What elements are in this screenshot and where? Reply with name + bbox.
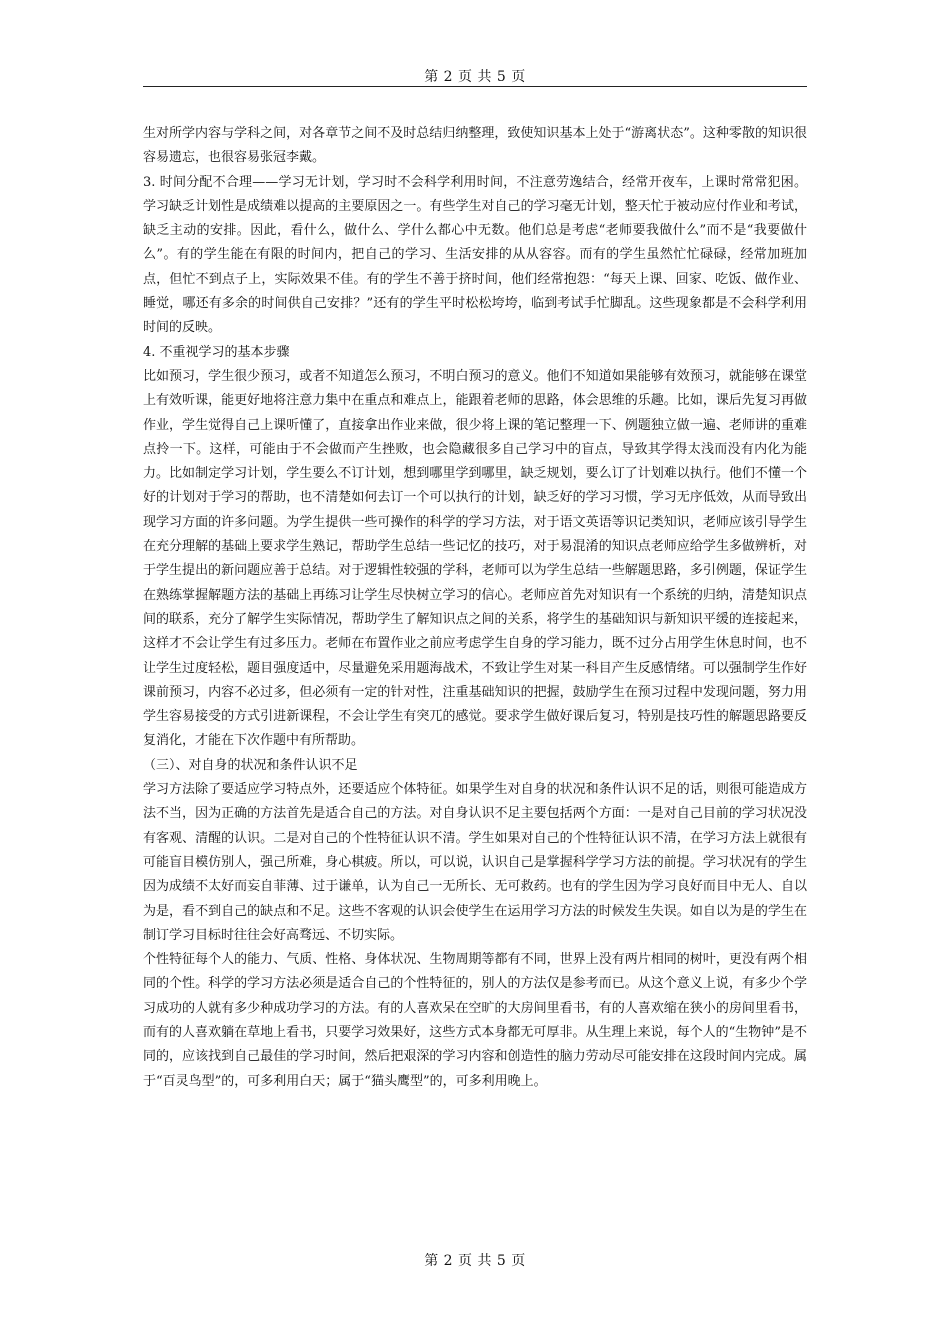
heading-basic-steps: 4. 不重视学习的基本步骤: [143, 344, 290, 360]
document-body: [143, 122, 807, 1094]
section-heading-self-awareness: （三）、对自身的状况和条件认识不足: [143, 757, 358, 773]
paragraph-continuation: 生对所学内容与学科之间，对各章节之间不及时总结归纳整理，致使知识基本上处于“游离状态”。这种零散的知识很容易遗忘，也很容易张冠李戴。: [143, 126, 807, 166]
paragraph-basic-steps: 比如预习，学生很少预习，或者不知道怎么预习，不明白预习的意义。他们不知道如果能够有效预习，就能够在课堂上有效听课，能更好地将注意力集中在重点和难点上，能跟着老师的思路，体会思维的乐趣。比如，课后先复习再做作业，学生觉得自己上课听懂了，直接拿出作业来做，很少将上课的笔记整理一下、例题独立做一遍、老师讲的重难点拎一下。这样，可能由于不会做而产生挫败，也会隐藏很多自己学习中的盲点，导致其学得太浅而没有内化为能力。比如制定学习计划，学生要么不订计划，想到哪里学到哪里，缺乏规划，要么订了计划难以执行。他们不懂一个好的计划对于学习的帮助，也不清楚如何去订一个可以执行的计划，缺乏好的学习习惯，学习无序低效，从而导致出现学习方面的许多问题。为学生提供一些可操作的科学的学习方法，对于语文英语等识记类知识，老师应该引导学生在充分理解的基础上要求学生熟记，帮助学生总结一些记忆的技巧，对于易混淆的知识点老师应给学生多做辨析，对于学生提出的新问题应善于总结。对于逻辑性较强的学科，老师可以为学生总结一些解题思路，多引例题，保证学生在熟练掌握解题方法的基础上再练习让学生尽快树立学习的信心。老师应首先对知识有一个系统的归纳，清楚知识点间的联系，充分了解学生实际情况，帮助学生了解知识点之间的关系，将学生的基础知识与新知识平缓的连接起来，这样才不会让学生有过多压力。老师在布置作业之前应考虑学生自身的学习能力，既不过分占用学生休息时间，也不让学生过度轻松，题目强度适中，尽量避免采用题海战术，不致让学生对某一科目产生反感情绪。可以强制学生作好课前预习，内容不必过多，但必须有一定的针对性，注重基础知识的把握，鼓励学生在预习过程中发现问题，努力用学生容易接受的方式引进新课程，不会让学生有突兀的感觉。要求学生做好课后复习，特别是技巧性的解题思路要反复消化，才能在下次作题中有所帮助。: [143, 368, 807, 749]
paragraph-time-allocation: 3. 时间分配不合理——学习无计划，学习时不会科学利用时间，不注意劳逸结合，经常开夜车，上课时常常犯困。学习缺乏计划性是成绩难以提高的主要原因之一。有些学生对自己的学习毫无计划，整天忙于被动应付作业和考试，缺乏主动的安排。因此，看什么，做什么、学什么都心中无数。他们总是考虑“老师要我做什么”而不是“我要做什么”。有的学生能在有限的时间内，把自己的学习、生活安排的从从容容。而有的学生虽然忙忙碌碌，经常加班加点，但忙不到点子上，实际效果不佳。有的学生不善于挤时间，他们经常抱怨：“每天上课、回家、吃饭、做作业、睡觉，哪还有多余的时间供自己安排？”还有的学生平时松松垮垮，临到考试手忙脚乱。这些现象都是不会科学利用时间的反映。: [143, 174, 807, 336]
header-rule: [143, 86, 807, 87]
paragraph-self-awareness: 学习方法除了要适应学习特点外，还要适应个体特征。如果学生对自身的状况和条件认识不足的话，则很可能造成方法不当，因为正确的方法首先是适合自己的方法。对自身认识不足主要包括两个方面：一是对自己目前的学习状况没有客观、清醒的认识。二是对自己的个性特征认识不清。学生如果对自己的个性特征认识不清，在学习方法上就很有可能盲目模仿别人，强己所难，身心棋疲。所以，可以说，认识自己是掌握科学学习方法的前提。学习状况有的学生因为成绩不太好而妄自菲薄、过于谦单，认为自己一无所长、无可救药。也有的学生因为学习良好而目中无人、自以为是，看不到自己的缺点和不足。这些不客观的认识会使学生在运用学习方法的时候发生失误。如自以为是的学生在制订学习目标时往往会好高骛远、不切实际。: [143, 782, 807, 943]
page-footer: 第 2 页 共 5 页: [424, 1253, 526, 1269]
page-header: 第 2 页 共 5 页: [424, 69, 526, 85]
paragraph-personality: 个性特征每个人的能力、气质、性格、身体状况、生物周期等都有不同，世界上没有两片相同的树叶，更没有两个相同的个性。科学的学习方法必须是适合自己的个性特征的，别人的方法仅是参考而已。从这个意义上说，有多少个学习成功的人就有多少种成功学习的方法。有的人喜欢呆在空旷的大房间里看书，有的人喜欢缩在狭小的房间里看书，而有的人喜欢躺在草地上看书，只要学习效果好，这些方式本身都无可厚非。从生理上来说，每个人的“生物钟”是不同的，应该找到自己最佳的学习时间，然后把艰深的学习内容和创造性的脑力劳动尽可能安排在这段时间内完成。属于“百灵鸟型”的，可多利用白天；属于“猫头鹰型”的，可多利用晚上。: [143, 952, 807, 1089]
